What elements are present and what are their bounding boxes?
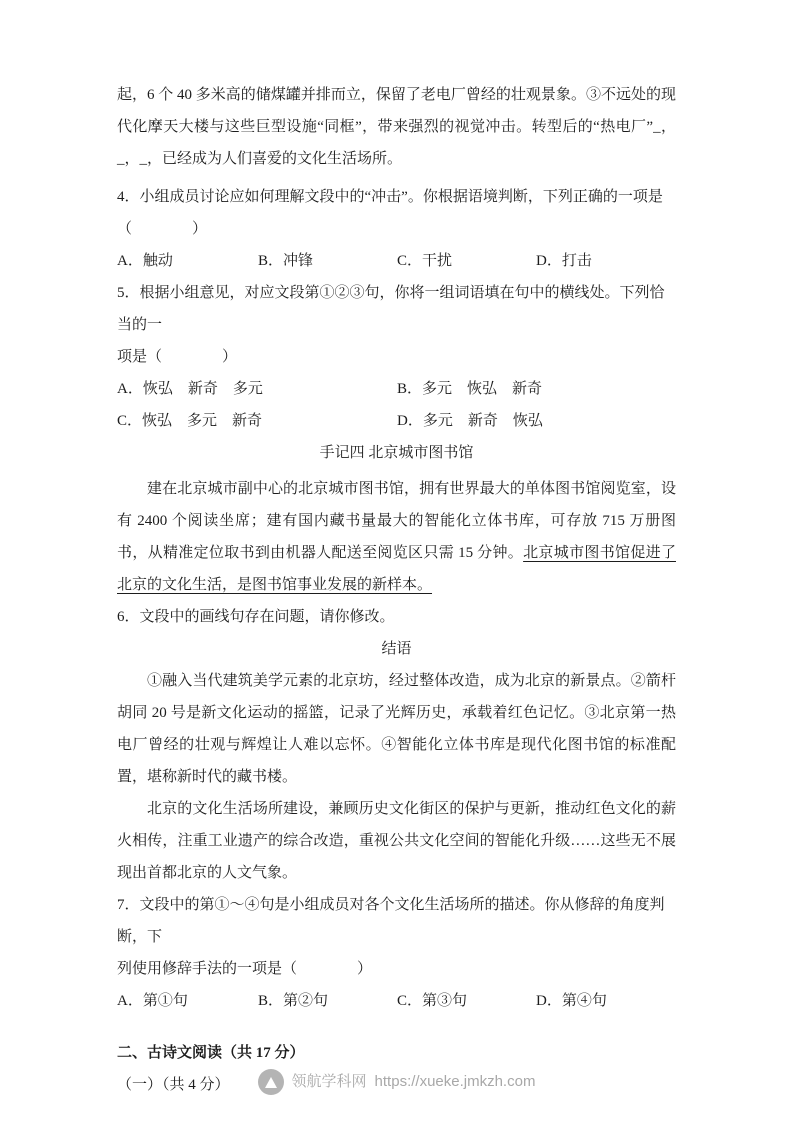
- conclusion-paragraph-1: ①融入当代建筑美学元素的北京坊，经过整体改造，成为北京的新景点。②箭杆胡同 20 号是新文化运动的摇篮，记录了光辉历史，承载着红色记忆。③北京第一热电厂曾经的壮观与辉煌让人难以忘怀。④智能化立体书库是现代化图书馆的标准配置，堪称新时代的藏书楼。: [117, 673, 676, 785]
- question-5-option-c: C．恢弘 多元 新奇: [117, 413, 263, 429]
- conclusion-heading: 结语: [381, 641, 412, 657]
- question-7-stem-line-2: 列使用修辞手法的一项是（ ）: [117, 961, 373, 977]
- question-7: [117, 889, 676, 1017]
- question-7-option-c: C．第③句: [397, 993, 468, 1009]
- intro-paragraph: 起，6 个 40 多米高的储煤罐并排而立，保留了老电厂曾经的壮观景象。③不远处的现代化摩天大楼与这些巨型设施“同框”，带来强烈的视觉冲击。转型后的“热电厂”_，_，_，已经成为人们喜爱的文化生活场所。: [117, 87, 676, 167]
- conclusion-paragraph-2: 北京的文化生活场所建设，兼顾历史文化街区的保护与更新，推动红色文化的薪火相传，注重工业遗产的综合改造，重视公共文化空间的智能化升级……这些无不展现出首都北京的人文气象。: [117, 801, 676, 881]
- question-5-option-a: A．恢弘 新奇 多元: [117, 381, 263, 397]
- question-5-options-row-1: [117, 373, 676, 405]
- question-5-stem-line-2: 项是（ ）: [117, 349, 238, 365]
- section-2-heading: 二、古诗文阅读（共 17 分）: [117, 1045, 305, 1061]
- question-7-options: [117, 985, 676, 1017]
- library-paragraph-text: 建在北京城市副中心的北京城市图书馆，拥有世界最大的单体图书馆阅览室，设有 2400 个阅读坐席；建有国内藏书量最大的智能化立体书库，可存放 715 万册图书，从精准定位取书到由机器人配送至阅览区只需 15 分钟。: [117, 481, 676, 561]
- question-4-option-a: A．触动: [117, 253, 173, 269]
- question-4: [117, 181, 676, 277]
- library-underlined-sentence: 北京城市图书馆促进了北京的文化生活，是图书馆事业发展的新样本。: [117, 545, 676, 593]
- question-4-option-d: D．打击: [536, 253, 592, 269]
- watermark-footer: [0, 1068, 793, 1096]
- question-7-stem-line-1: 7．文段中的第①～④句是小组成员对各个文化生活场所的描述。你从修辞的角度判断，下: [117, 897, 665, 945]
- question-5: [117, 277, 676, 437]
- question-4-stem-line-2: （ ）: [117, 221, 208, 237]
- question-4-option-c: C．干扰: [397, 253, 453, 269]
- question-4-option-b: B．冲锋: [258, 253, 314, 269]
- question-5-options-row-2: [117, 405, 676, 437]
- question-7-option-b: B．第②句: [258, 993, 329, 1009]
- question-5-option-b: B．多元 恢弘 新奇: [397, 381, 543, 397]
- xueke-site-logo-icon: [258, 1069, 284, 1095]
- watermark-site-url: https://xueke.jmkzh.com: [374, 1073, 536, 1090]
- question-7-option-a: A．第①句: [117, 993, 188, 1009]
- question-7-option-d: D．第④句: [536, 993, 607, 1009]
- question-4-stem-line-1: 4．小组成员讨论应如何理解文段中的“冲击”。你根据语境判断，下列正确的一项是: [117, 189, 663, 205]
- question-5-stem-line-1: 5．根据小组意见，对应文段第①②③句，你将一组词语填在句中的横线处。下列恰当的一: [117, 285, 665, 333]
- section-2-subheading: （一）（共 4 分）: [117, 1077, 230, 1093]
- question-5-option-d: D．多元 新奇 恢弘: [397, 413, 543, 429]
- watermark-site-name: 领航学科网: [291, 1073, 367, 1090]
- handnote-heading: 手记四 北京城市图书馆: [319, 445, 474, 461]
- question-4-options: [117, 245, 676, 277]
- sail-icon: [265, 1077, 277, 1088]
- library-paragraph: [117, 473, 676, 601]
- question-6: 6．文段中的画线句存在问题，请你修改。: [117, 609, 395, 625]
